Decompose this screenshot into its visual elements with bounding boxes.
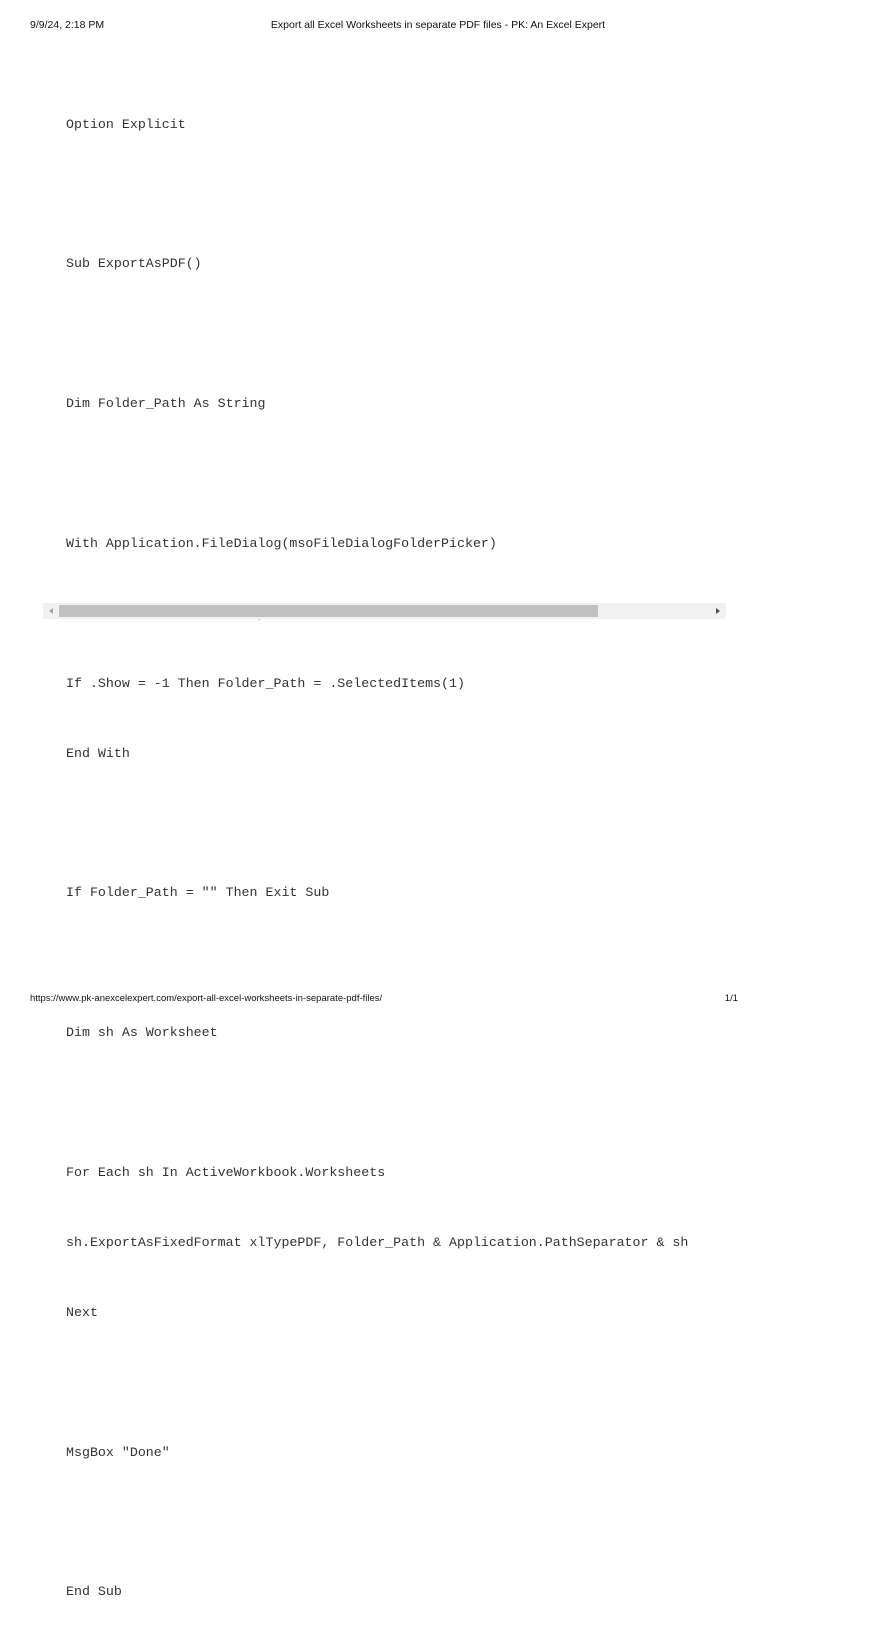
code-line: sh.ExportAsFixedFormat xlTypePDF, Folder_Path & Application.PathSeparator & sh xyxy=(66,1234,689,1250)
code-line xyxy=(66,1510,726,1533)
code-line: With Application.FileDialog(msoFileDialogFolderPicker) xyxy=(66,535,497,551)
triangle-right-icon xyxy=(716,608,720,614)
code-line: Dim sh As Worksheet xyxy=(66,1025,218,1041)
code-line: Sub ExportAsPDF() xyxy=(66,256,202,272)
print-date: 9/9/24, 2:18 PM xyxy=(30,19,105,31)
scroll-left-button[interactable] xyxy=(43,603,59,619)
code-line: Option Explicit xyxy=(66,116,186,132)
horizontal-scrollbar[interactable] xyxy=(43,603,726,619)
code-line: Next xyxy=(66,1304,98,1320)
code-line xyxy=(66,1371,726,1394)
print-footer xyxy=(0,990,768,1010)
code-lines xyxy=(66,66,726,1650)
code-line xyxy=(66,812,726,835)
code-line xyxy=(66,1091,726,1114)
code-line xyxy=(66,182,726,205)
code-line: MsgBox "Done" xyxy=(66,1444,170,1460)
scrollbar-thumb[interactable] xyxy=(59,605,598,617)
page-url: https://www.pk-anexcelexpert.com/export-all-excel-worksheets-in-separate-pdf-files/ xyxy=(30,993,383,1004)
code-line: Dim Folder_Path As String xyxy=(66,396,266,412)
code-line: If Folder_Path = "" Then Exit Sub xyxy=(66,885,330,901)
page-number: 1/1 xyxy=(724,993,738,1004)
code-line: End Sub xyxy=(66,1584,122,1600)
code-line: End With xyxy=(66,745,130,761)
print-header xyxy=(0,0,768,40)
code-line xyxy=(66,462,726,485)
code-line: If .Show = -1 Then Folder_Path = .SelectedItems(1) xyxy=(66,675,465,691)
code-line: For Each sh In ActiveWorkbook.Worksheets xyxy=(66,1164,386,1180)
code-line xyxy=(66,951,726,974)
page-title: Export all Excel Worksheets in separate PDF files - PK: An Excel Expert xyxy=(270,19,606,31)
scroll-right-button[interactable] xyxy=(710,603,726,619)
triangle-left-icon xyxy=(49,608,53,614)
code-line xyxy=(66,322,726,345)
